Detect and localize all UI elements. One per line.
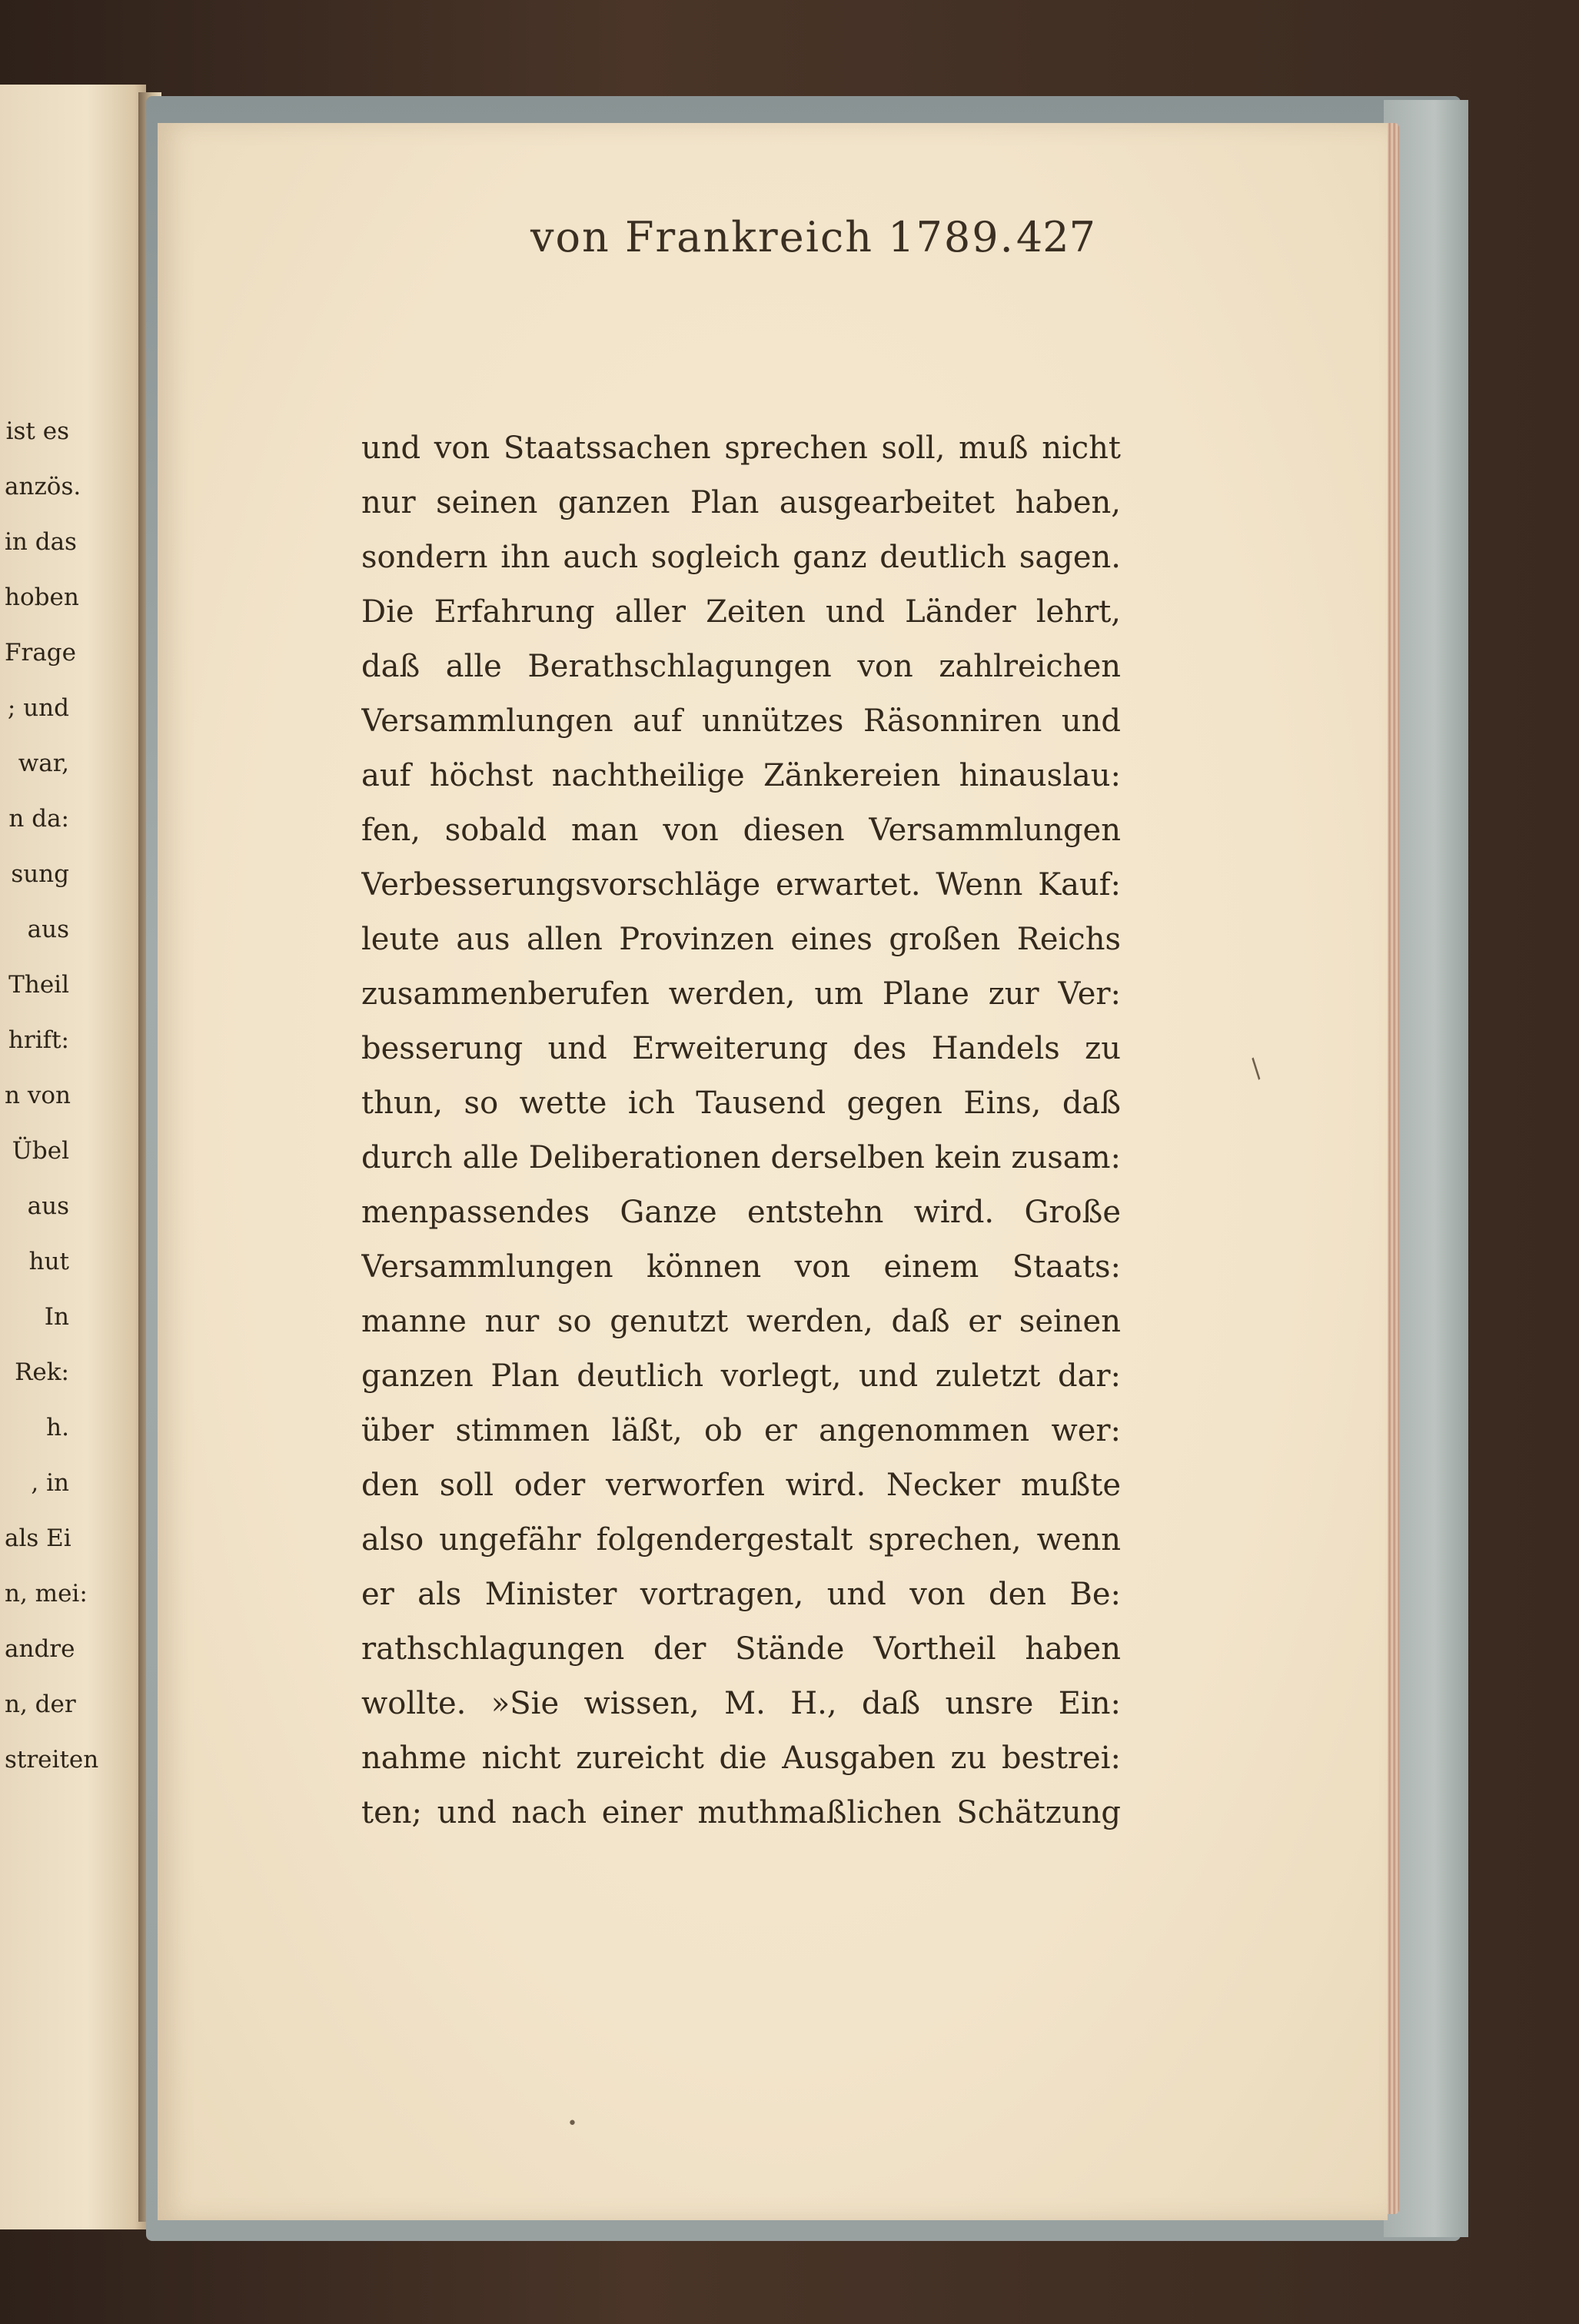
- text-line: Die Erfahrung aller Zeiten und Länder lehrt,: [361, 594, 1121, 630]
- text-line: Verbesserungsvorschläge erwartet. Wenn Kauf:: [361, 867, 1121, 903]
- left-fragment: streiten: [5, 1746, 99, 1774]
- text-line: fen, sobald man von diesen Versammlungen: [361, 813, 1121, 848]
- page-header: [377, 213, 1099, 290]
- text-line: zusammenberufen werden, um Plane zur Ver:: [361, 976, 1121, 1012]
- text-line: Versammlungen auf unnützes Räsonniren und: [361, 703, 1121, 739]
- text-line: wollte. »Sie wissen, M. H., daß unsre Ein:: [361, 1686, 1121, 1721]
- body-text: [361, 421, 1121, 1840]
- text-line: besserung und Erweiterung des Handels zu: [361, 1031, 1121, 1066]
- text-line: ganzen Plan deutlich vorlegt, und zuletzt dar:: [361, 1358, 1121, 1394]
- text-line: nahme nicht zureicht die Ausgaben zu bestrei:: [361, 1741, 1121, 1776]
- left-fragment: aus: [27, 1192, 69, 1220]
- left-fragment: n, der: [5, 1691, 76, 1718]
- page-number: 427: [1016, 213, 1095, 261]
- text-line: ten; und nach einer muthmaßlichen Schätzung: [361, 1795, 1121, 1830]
- left-fragment: aus: [27, 916, 69, 943]
- left-fragment: ist es: [5, 417, 69, 445]
- text-line: also ungefähr folgendergestalt sprechen, wenn: [361, 1522, 1121, 1558]
- text-line: durch alle Deliberationen derselben kein zusam:: [361, 1140, 1121, 1175]
- text-line: auf höchst nachtheilige Zänkereien hinauslau:: [361, 758, 1121, 793]
- left-fragment: in das: [5, 528, 77, 556]
- left-fragment: n da:: [8, 805, 69, 833]
- left-fragment: hoben: [5, 583, 79, 611]
- text-line: und von Staatssachen sprechen soll, muß nicht: [361, 431, 1121, 466]
- text-line: nur seinen ganzen Plan ausgearbeitet haben,: [361, 485, 1121, 520]
- left-facing-page: [0, 85, 146, 2229]
- text-line: den soll oder verworfen wird. Necker mußte: [361, 1468, 1121, 1503]
- left-fragment: sung: [11, 860, 69, 888]
- pencil-mark: /: [1243, 1053, 1268, 1084]
- left-fragment: anzös.: [5, 473, 81, 500]
- text-line: manne nur so genutzt werden, daß er seinen: [361, 1304, 1121, 1339]
- text-line: rathschlagungen der Stände Vortheil haben: [361, 1631, 1121, 1667]
- text-line: er als Minister vortragen, und von den Be:: [361, 1577, 1121, 1612]
- text-line: leute aus allen Provinzen eines großen Reichs: [361, 922, 1121, 957]
- left-fragment: hut: [28, 1248, 69, 1275]
- text-line: thun, so wette ich Tausend gegen Eins, daß: [361, 1086, 1121, 1121]
- left-fragment: h.: [46, 1414, 69, 1441]
- text-line: menpassendes Ganze entstehn wird. Große: [361, 1195, 1121, 1230]
- running-head: von Frankreich 1789.: [530, 213, 1015, 261]
- text-line: über stimmen läßt, ob er angenommen wer:: [361, 1413, 1121, 1448]
- left-fragment: n, mei:: [5, 1580, 88, 1608]
- left-fragment: In: [44, 1303, 69, 1331]
- left-fragment: , in: [31, 1469, 69, 1497]
- text-line: sondern ihn auch sogleich ganz deutlich sagen.: [361, 540, 1121, 575]
- left-fragment: Frage: [5, 639, 76, 667]
- left-fragment: als Ei: [5, 1524, 71, 1552]
- left-fragment: Rek:: [15, 1358, 69, 1386]
- text-line: Versammlungen können von einem Staats:: [361, 1249, 1121, 1285]
- left-fragment: andre: [5, 1635, 75, 1663]
- text-line: daß alle Berathschlagungen von zahlreichen: [361, 649, 1121, 684]
- left-fragment: ; und: [7, 694, 69, 722]
- left-page-fragments: [5, 404, 143, 1787]
- left-fragment: n von: [5, 1082, 71, 1109]
- left-fragment: war,: [18, 750, 69, 777]
- left-fragment: Übel: [12, 1137, 69, 1165]
- left-fragment: hrift:: [8, 1026, 69, 1054]
- left-fragment: Theil: [8, 971, 69, 999]
- ink-dot: •: [567, 2114, 577, 2133]
